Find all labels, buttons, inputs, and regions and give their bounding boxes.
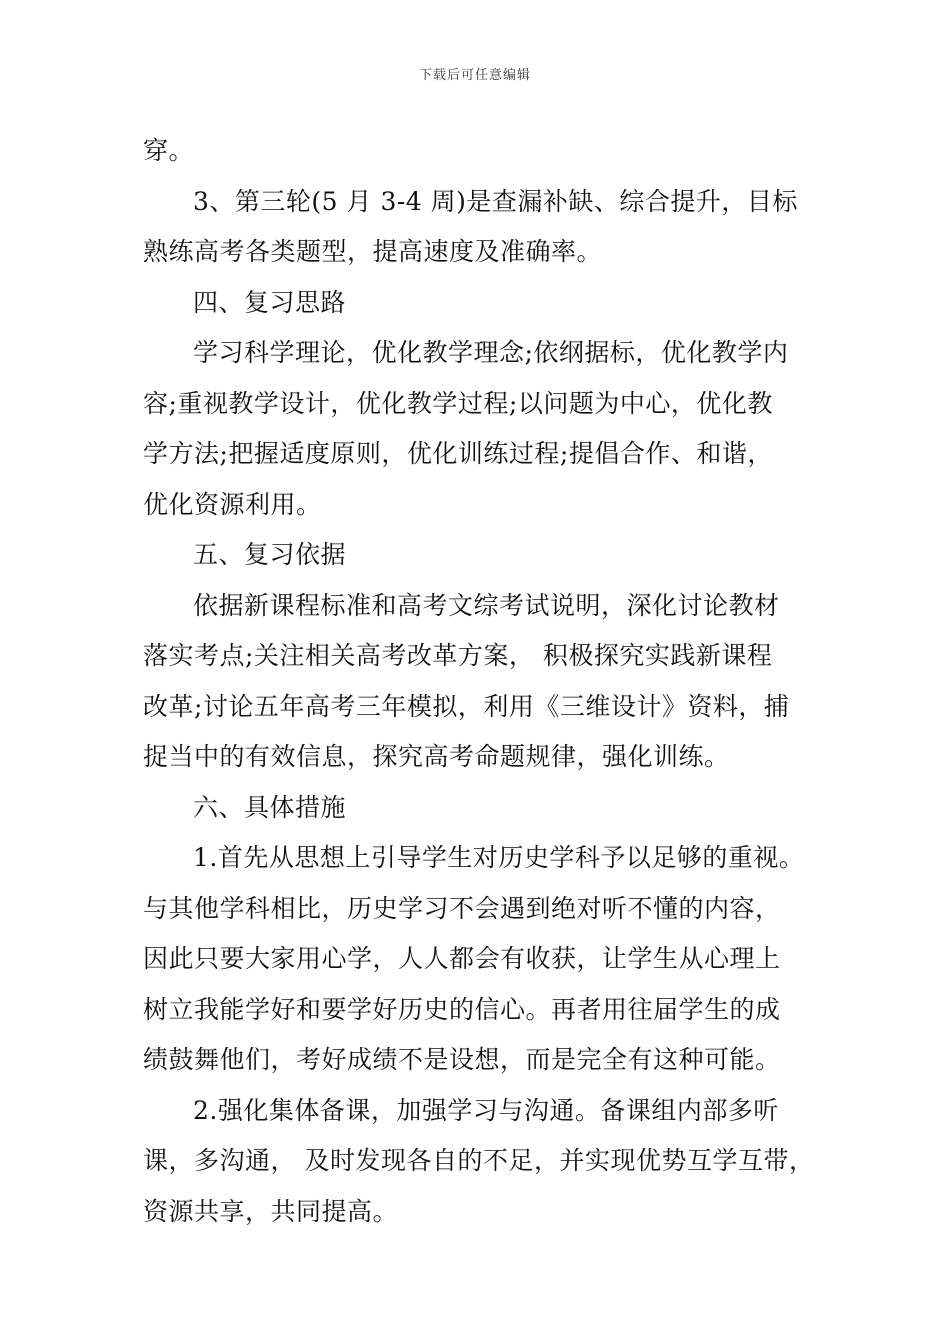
text-line: 树立我能学好和要学好历史的信心。再者用往届学生的成 <box>143 994 781 1024</box>
text-line: 捉当中的有效信息，探究高考命题规律，强化训练。 <box>143 742 730 771</box>
text-line: 3、第三轮(5 月 3-4 周)是查漏补缺、综合提升，目标 <box>193 186 798 216</box>
section-heading: 四、复习思路 <box>193 287 347 317</box>
section-heading: 五、复习依据 <box>193 540 347 569</box>
text-line: 穿。 <box>143 136 195 165</box>
text-line: 落实考点;关注相关高考改革方案， 积极探究实践新课程 <box>143 641 773 670</box>
document-body <box>143 126 813 1237</box>
text-line: 容;重视教学设计，优化教学过程;以问题为中心，优化教 <box>143 388 773 418</box>
text-line: 2.强化集体备课，加强学习与沟通。备课组内部多听 <box>193 1095 779 1125</box>
text-line: 学方法;把握适度原则，优化训练过程;提倡合作、和谐， <box>143 439 773 468</box>
section-heading: 六、具体措施 <box>193 792 347 822</box>
text-line: 改革;讨论五年高考三年模拟，利用《三维设计》资料，捕 <box>143 691 790 721</box>
text-line: 与其他学科相比，历史学习不会遇到绝对听不懂的内容， <box>143 893 781 923</box>
text-line: 优化资源利用。 <box>143 489 322 519</box>
text-line: 因此只要大家用心学，人人都会有收获，让学生从心理上 <box>143 944 781 973</box>
text-line: 1.首先从思想上引导学生对历史学科予以足够的重视。 <box>193 843 805 872</box>
page-header-note: 下载后可任意编辑 <box>418 68 531 83</box>
text-line: 绩鼓舞他们，考好成绩不是设想，而是完全有这种可能。 <box>143 1045 781 1074</box>
text-line: 课，多沟通， 及时发现各自的不足，并实现优势互学互带， <box>143 1146 815 1175</box>
text-line: 依据新课程标准和高考文综考试说明，深化讨论教材 <box>193 590 780 620</box>
text-line: 资源共享，共同提高。 <box>143 1196 399 1226</box>
text-line: 学习科学理论，优化教学理念;依纲据标，优化教学内 <box>193 338 789 367</box>
text-line: 熟练高考各类题型，提高速度及准确率。 <box>143 237 603 266</box>
